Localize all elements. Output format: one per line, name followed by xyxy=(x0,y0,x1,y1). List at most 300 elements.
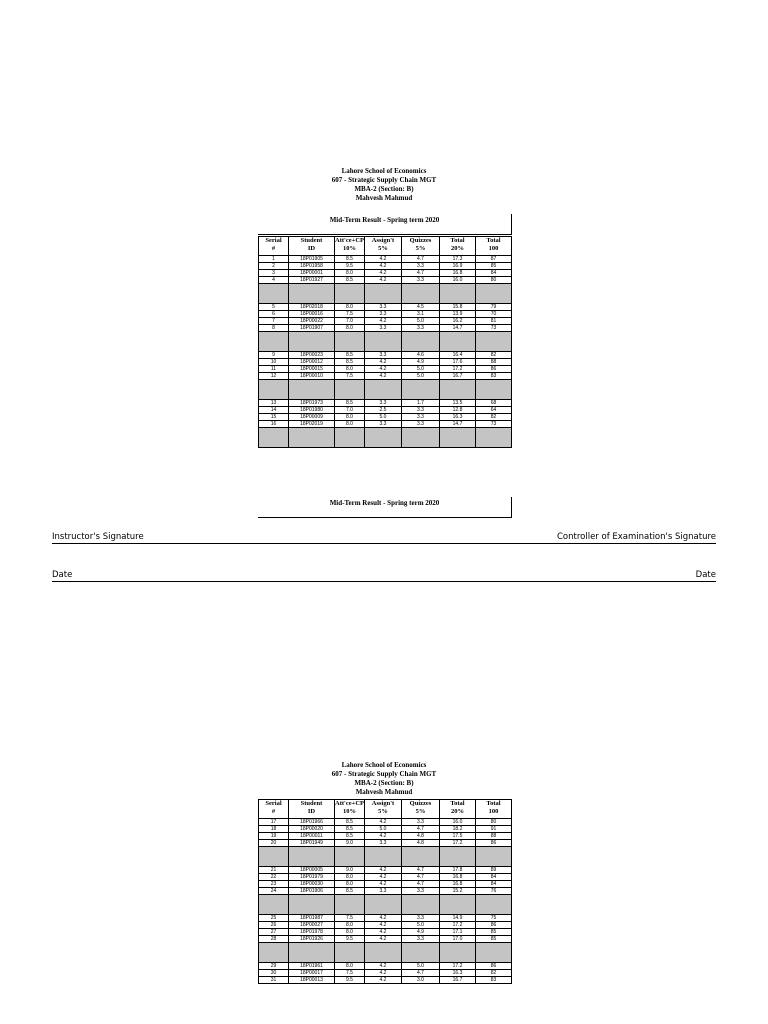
table-cell: 12 xyxy=(259,373,289,380)
table-cell: 5.0 xyxy=(402,318,440,325)
table-cell: 85 xyxy=(476,936,512,943)
column-header-line: 20% xyxy=(451,245,464,252)
column-header xyxy=(259,800,289,819)
table-cell: 4.2 xyxy=(365,366,402,373)
column-header-line: 100 xyxy=(488,808,499,815)
table-cell: 83 xyxy=(476,373,512,380)
table-cell: 73 xyxy=(476,325,512,332)
table-cell: 5.0 xyxy=(402,963,440,970)
table-cell: 84 xyxy=(476,270,512,277)
table-cell: 18P00013 xyxy=(289,977,335,984)
table-cell: 2 xyxy=(259,263,289,270)
table-cell: 15.2 xyxy=(440,888,476,895)
separator-cell xyxy=(365,895,402,915)
table-cell: 18P01979 xyxy=(289,874,335,881)
table-cell: 5.0 xyxy=(402,373,440,380)
table-cell: 8.5 xyxy=(335,256,365,263)
table-cell: 3.3 xyxy=(402,325,440,332)
group-separator-row xyxy=(259,895,512,915)
table-cell: 17.6 xyxy=(440,359,476,366)
column-header-line: 5% xyxy=(378,808,388,815)
table-row xyxy=(259,414,512,421)
table-cell: 75 xyxy=(476,915,512,922)
instructor-signature-label: Instructor's Signature xyxy=(52,532,144,542)
column-header-line: 5% xyxy=(415,808,426,815)
table-cell: 18P00009 xyxy=(289,414,335,421)
table-cell: 4.2 xyxy=(365,819,402,826)
results-table-body xyxy=(259,819,512,984)
separator-cell xyxy=(365,943,402,963)
table-row xyxy=(259,874,512,881)
table-cell: 18P00027 xyxy=(289,922,335,929)
separator-cell xyxy=(440,332,476,352)
separator-cell xyxy=(259,332,289,352)
institution-name: Lahore School of Economics xyxy=(341,167,427,175)
table-cell: 4.2 xyxy=(365,867,402,874)
table-cell: 18P00001 xyxy=(289,270,335,277)
table-cell: 7.5 xyxy=(335,373,365,380)
table-cell: 29 xyxy=(259,963,289,970)
table-cell: 4.2 xyxy=(365,318,402,325)
column-header xyxy=(335,237,365,256)
separator-cell xyxy=(402,847,440,867)
table-cell: 18.2 xyxy=(440,826,476,833)
results-table xyxy=(258,236,512,448)
table-cell: 4.7 xyxy=(402,826,440,833)
table-cell: 8.0 xyxy=(335,414,365,421)
table-cell: 68 xyxy=(476,400,512,407)
table-row xyxy=(259,311,512,318)
table-cell: 8.5 xyxy=(335,359,365,366)
table-cell: 4.2 xyxy=(365,359,402,366)
instructor-name: Mahvesh Mahmud xyxy=(355,194,413,202)
table-cell: 82 xyxy=(476,414,512,421)
table-cell: 14.7 xyxy=(440,421,476,428)
table-cell: 8.5 xyxy=(335,277,365,284)
table-cell: 16.3 xyxy=(440,414,476,421)
table-row xyxy=(259,936,512,943)
separator-cell xyxy=(289,428,335,448)
column-header-line: Quizzes xyxy=(409,800,432,807)
table-cell: 8.0 xyxy=(335,874,365,881)
table-cell: 85 xyxy=(476,929,512,936)
table-cell: 17.2 xyxy=(440,840,476,847)
separator-cell xyxy=(289,332,335,352)
table-row xyxy=(259,277,512,284)
table-row xyxy=(259,963,512,970)
table-cell: 9.0 xyxy=(335,840,365,847)
table-cell: 4.2 xyxy=(365,263,402,270)
table-cell: 18P01949 xyxy=(289,840,335,847)
separator-cell xyxy=(365,284,402,304)
table-cell: 3.3 xyxy=(402,263,440,270)
table-cell: 17.2 xyxy=(440,963,476,970)
table-cell: 31 xyxy=(259,977,289,984)
table-cell: 4.2 xyxy=(365,970,402,977)
signature-row xyxy=(52,533,716,544)
table-cell: 5.0 xyxy=(365,414,402,421)
table-cell: 8.0 xyxy=(335,304,365,311)
table-cell: 16.3 xyxy=(440,970,476,977)
separator-cell xyxy=(365,428,402,448)
program-section: MBA-2 (Section: B) xyxy=(354,779,414,787)
table-cell: 13.9 xyxy=(440,311,476,318)
table-cell: 8.0 xyxy=(335,963,365,970)
table-cell: 16.0 xyxy=(440,819,476,826)
table-cell: 4.7 xyxy=(402,881,440,888)
table-cell: 18P00020 xyxy=(289,826,335,833)
column-header-line: 5% xyxy=(415,245,426,252)
table-cell: 4.2 xyxy=(365,277,402,284)
table-cell: 15.8 xyxy=(440,304,476,311)
table-cell: 18P00011 xyxy=(289,833,335,840)
table-cell: 1.7 xyxy=(402,400,440,407)
table-cell: 17 xyxy=(259,819,289,826)
separator-cell xyxy=(440,847,476,867)
column-header-line: 5% xyxy=(378,245,388,252)
column-header xyxy=(289,800,335,819)
table-cell: 3.3 xyxy=(365,421,402,428)
table-cell: 5 xyxy=(259,304,289,311)
table-cell: 13.5 xyxy=(440,400,476,407)
column-header xyxy=(440,800,476,819)
table-cell: 18P01958 xyxy=(289,263,335,270)
table-row xyxy=(259,922,512,929)
column-header xyxy=(365,800,402,819)
table-cell: 7.5 xyxy=(335,970,365,977)
table-row xyxy=(259,819,512,826)
separator-cell xyxy=(476,380,512,400)
table-cell: 9 xyxy=(259,352,289,359)
table-cell: 4.2 xyxy=(365,963,402,970)
table-cell: 4.7 xyxy=(402,874,440,881)
table-cell: 18P01978 xyxy=(289,929,335,936)
table-cell: 4 xyxy=(259,277,289,284)
column-header-line: 10% xyxy=(343,245,356,252)
course-title: 607 - Strategic Supply Chain MGT xyxy=(331,770,437,778)
table-cell: 23 xyxy=(259,881,289,888)
table-cell: 3.3 xyxy=(365,840,402,847)
group-separator-row xyxy=(259,332,512,352)
table-row xyxy=(259,867,512,874)
separator-cell xyxy=(365,380,402,400)
column-header-line: Total xyxy=(486,237,501,244)
course-title: 607 - Strategic Supply Chain MGT xyxy=(331,176,437,184)
column-header xyxy=(259,237,289,256)
table-cell: 13 xyxy=(259,400,289,407)
separator-cell xyxy=(476,847,512,867)
column-header xyxy=(402,800,440,819)
column-header xyxy=(289,237,335,256)
table-cell: 4.2 xyxy=(365,256,402,263)
table-cell: 3.0 xyxy=(402,977,440,984)
table-cell: 18P01980 xyxy=(289,407,335,414)
table-cell: 86 xyxy=(476,840,512,847)
table-row xyxy=(259,352,512,359)
results-table xyxy=(258,799,512,984)
table-cell: 16.7 xyxy=(440,373,476,380)
table-cell: 81 xyxy=(476,318,512,325)
table-cell: 22 xyxy=(259,874,289,881)
separator-cell xyxy=(476,428,512,448)
separator-cell xyxy=(259,380,289,400)
term-title-box xyxy=(258,214,512,235)
table-row xyxy=(259,929,512,936)
results-table-header xyxy=(259,237,512,256)
table-row xyxy=(259,400,512,407)
table-cell: 87 xyxy=(476,256,512,263)
column-header-line: Assign't xyxy=(371,800,395,807)
table-row xyxy=(259,421,512,428)
table-cell: 4.2 xyxy=(365,922,402,929)
table-cell: 18 xyxy=(259,826,289,833)
table-cell: 12.8 xyxy=(440,407,476,414)
separator-cell xyxy=(402,895,440,915)
controller-signature-label: Controller of Examination's Signature xyxy=(556,532,716,542)
column-header xyxy=(440,237,476,256)
table-cell: 64 xyxy=(476,407,512,414)
table-cell: 82 xyxy=(476,970,512,977)
table-cell: 83 xyxy=(476,977,512,984)
table-cell: 70 xyxy=(476,311,512,318)
table-cell: 89 xyxy=(476,867,512,874)
table-cell: 8.5 xyxy=(335,400,365,407)
separator-cell xyxy=(259,847,289,867)
table-row xyxy=(259,270,512,277)
table-cell: 21 xyxy=(259,867,289,874)
table-cell: 18P00023 xyxy=(289,352,335,359)
separator-cell xyxy=(289,380,335,400)
header-row xyxy=(259,237,512,256)
table-cell: 2.5 xyxy=(365,407,402,414)
column-header-line: Total xyxy=(450,800,465,807)
table-cell: 8.5 xyxy=(335,826,365,833)
table-cell: 8.0 xyxy=(335,421,365,428)
separator-cell xyxy=(365,332,402,352)
table-cell: 18P00015 xyxy=(289,366,335,373)
table-row xyxy=(259,366,512,373)
table-cell: 79 xyxy=(476,304,512,311)
table-cell: 3.3 xyxy=(365,325,402,332)
separator-cell xyxy=(335,284,365,304)
table-row xyxy=(259,888,512,895)
table-cell: 4.2 xyxy=(365,915,402,922)
table-cell: 80 xyxy=(476,819,512,826)
table-cell: 7.5 xyxy=(335,915,365,922)
table-cell: 14 xyxy=(259,407,289,414)
table-cell: 8.0 xyxy=(335,881,365,888)
page1-header xyxy=(0,167,768,203)
table-cell: 18P01907 xyxy=(289,325,335,332)
table-cell: 3.3 xyxy=(402,819,440,826)
column-header-line: Quizzes xyxy=(409,237,432,244)
table-row xyxy=(259,833,512,840)
table-cell: 4.9 xyxy=(402,359,440,366)
table-cell: 18P01926 xyxy=(289,936,335,943)
separator-cell xyxy=(289,284,335,304)
column-header-line: Total xyxy=(486,800,501,807)
table-cell: 14.9 xyxy=(440,915,476,922)
table-cell: 25 xyxy=(259,915,289,922)
separator-cell xyxy=(440,895,476,915)
table-row xyxy=(259,359,512,366)
table-cell: 3.3 xyxy=(402,936,440,943)
table-row xyxy=(259,318,512,325)
table-cell: 3.3 xyxy=(365,304,402,311)
table-cell: 8.5 xyxy=(335,888,365,895)
table-cell: 8.5 xyxy=(335,352,365,359)
table-cell: 3.3 xyxy=(365,888,402,895)
table-cell: 3.3 xyxy=(365,400,402,407)
separator-cell xyxy=(335,380,365,400)
column-header xyxy=(335,800,365,819)
table-cell: 91 xyxy=(476,826,512,833)
column-header-line: 100 xyxy=(488,245,499,252)
table-cell: 18P00010 xyxy=(289,373,335,380)
table-cell: 4.7 xyxy=(402,867,440,874)
table-cell: 4.5 xyxy=(402,304,440,311)
table-cell: 17.3 xyxy=(440,256,476,263)
table-cell: 17.1 xyxy=(440,929,476,936)
table-cell: 20 xyxy=(259,840,289,847)
table-cell: 24 xyxy=(259,888,289,895)
table-cell: 3.1 xyxy=(402,311,440,318)
table-row xyxy=(259,840,512,847)
column-header-line: Att'ce+CP xyxy=(335,800,364,807)
table-row xyxy=(259,325,512,332)
table-cell: 4.2 xyxy=(365,373,402,380)
table-cell: 7 xyxy=(259,318,289,325)
column-header-line: # xyxy=(271,245,276,252)
table-cell: 18P01906 xyxy=(289,888,335,895)
column-header xyxy=(365,237,402,256)
separator-cell xyxy=(259,895,289,915)
table-cell: 9.5 xyxy=(335,936,365,943)
term-title-footer: Mid-Term Result - Spring term 2020 xyxy=(329,499,440,507)
table-cell: 8 xyxy=(259,325,289,332)
table-cell: 4.2 xyxy=(365,270,402,277)
table-cell: 8.5 xyxy=(335,819,365,826)
table-cell: 8.0 xyxy=(335,325,365,332)
column-header-line: Serial xyxy=(265,800,282,807)
table-cell: 16 xyxy=(259,421,289,428)
group-separator-row xyxy=(259,428,512,448)
table-cell: 18P00022 xyxy=(289,318,335,325)
table-cell: 16.8 xyxy=(440,270,476,277)
table-cell: 8.0 xyxy=(335,270,365,277)
separator-cell xyxy=(402,380,440,400)
table-row xyxy=(259,826,512,833)
table-cell: 4.2 xyxy=(365,874,402,881)
table-cell: 9.0 xyxy=(335,867,365,874)
separator-cell xyxy=(335,943,365,963)
table-cell: 18P01927 xyxy=(289,277,335,284)
table-cell: 18P02019 xyxy=(289,421,335,428)
column-header-line: # xyxy=(271,808,276,815)
table-cell: 18P00017 xyxy=(289,970,335,977)
table-cell: 4.7 xyxy=(402,270,440,277)
table-cell: 17.5 xyxy=(440,833,476,840)
column-header-line: Student xyxy=(300,237,323,244)
table-cell: 4.8 xyxy=(402,840,440,847)
table-cell: 4.2 xyxy=(365,881,402,888)
table-cell: 18P02018 xyxy=(289,304,335,311)
group-separator-row xyxy=(259,847,512,867)
separator-cell xyxy=(259,284,289,304)
table-cell: 18P01973 xyxy=(289,400,335,407)
table-cell: 5.0 xyxy=(365,826,402,833)
table-cell: 18P00030 xyxy=(289,881,335,888)
table-cell: 9.5 xyxy=(335,263,365,270)
table-cell: 18P00016 xyxy=(289,311,335,318)
table-cell: 8.5 xyxy=(335,833,365,840)
table-cell: 10 xyxy=(259,359,289,366)
table-cell: 17.2 xyxy=(440,922,476,929)
table-row xyxy=(259,915,512,922)
separator-cell xyxy=(335,428,365,448)
separator-cell xyxy=(402,332,440,352)
table-cell: 6 xyxy=(259,311,289,318)
table-cell: 3.3 xyxy=(402,421,440,428)
table-cell: 76 xyxy=(476,888,512,895)
group-separator-row xyxy=(259,943,512,963)
column-header-line: Assign't xyxy=(371,237,395,244)
table-cell: 3.3 xyxy=(402,277,440,284)
table-cell: 3.3 xyxy=(402,915,440,922)
date-label-left: Date xyxy=(52,570,73,580)
header-row xyxy=(259,800,512,819)
table-cell: 11 xyxy=(259,366,289,373)
table-cell: 4.2 xyxy=(365,977,402,984)
results-table-header xyxy=(259,800,512,819)
table-cell: 4.7 xyxy=(402,970,440,977)
table-row xyxy=(259,256,512,263)
table-cell: 8.0 xyxy=(335,922,365,929)
separator-cell xyxy=(440,380,476,400)
table-cell: 84 xyxy=(476,874,512,881)
page2-header xyxy=(0,761,768,797)
term-title: Mid-Term Result - Spring term 2020 xyxy=(329,216,440,224)
term-title-box-footer xyxy=(258,497,512,518)
table-cell: 15 xyxy=(259,414,289,421)
column-header-line: ID xyxy=(307,808,316,815)
separator-cell xyxy=(476,332,512,352)
separator-cell xyxy=(289,943,335,963)
table-cell: 86 xyxy=(476,963,512,970)
table-cell: 86 xyxy=(476,366,512,373)
table-cell: 4.9 xyxy=(402,929,440,936)
table-cell: 73 xyxy=(476,421,512,428)
separator-cell xyxy=(476,943,512,963)
results-table-body xyxy=(259,256,512,448)
table-cell: 18P00005 xyxy=(289,867,335,874)
table-cell: 5.0 xyxy=(402,922,440,929)
table-row xyxy=(259,977,512,984)
table-cell: 7.0 xyxy=(335,318,365,325)
table-cell: 27 xyxy=(259,929,289,936)
table-cell: 16.7 xyxy=(440,977,476,984)
separator-cell xyxy=(402,943,440,963)
table-cell: 16.0 xyxy=(440,277,476,284)
table-cell: 18P01905 xyxy=(289,256,335,263)
table-row xyxy=(259,373,512,380)
date-label-right: Date xyxy=(695,570,716,580)
separator-cell xyxy=(476,284,512,304)
program-section: MBA-2 (Section: B) xyxy=(354,185,414,193)
separator-cell xyxy=(440,428,476,448)
table-cell: 18P00012 xyxy=(289,359,335,366)
separator-cell xyxy=(402,428,440,448)
